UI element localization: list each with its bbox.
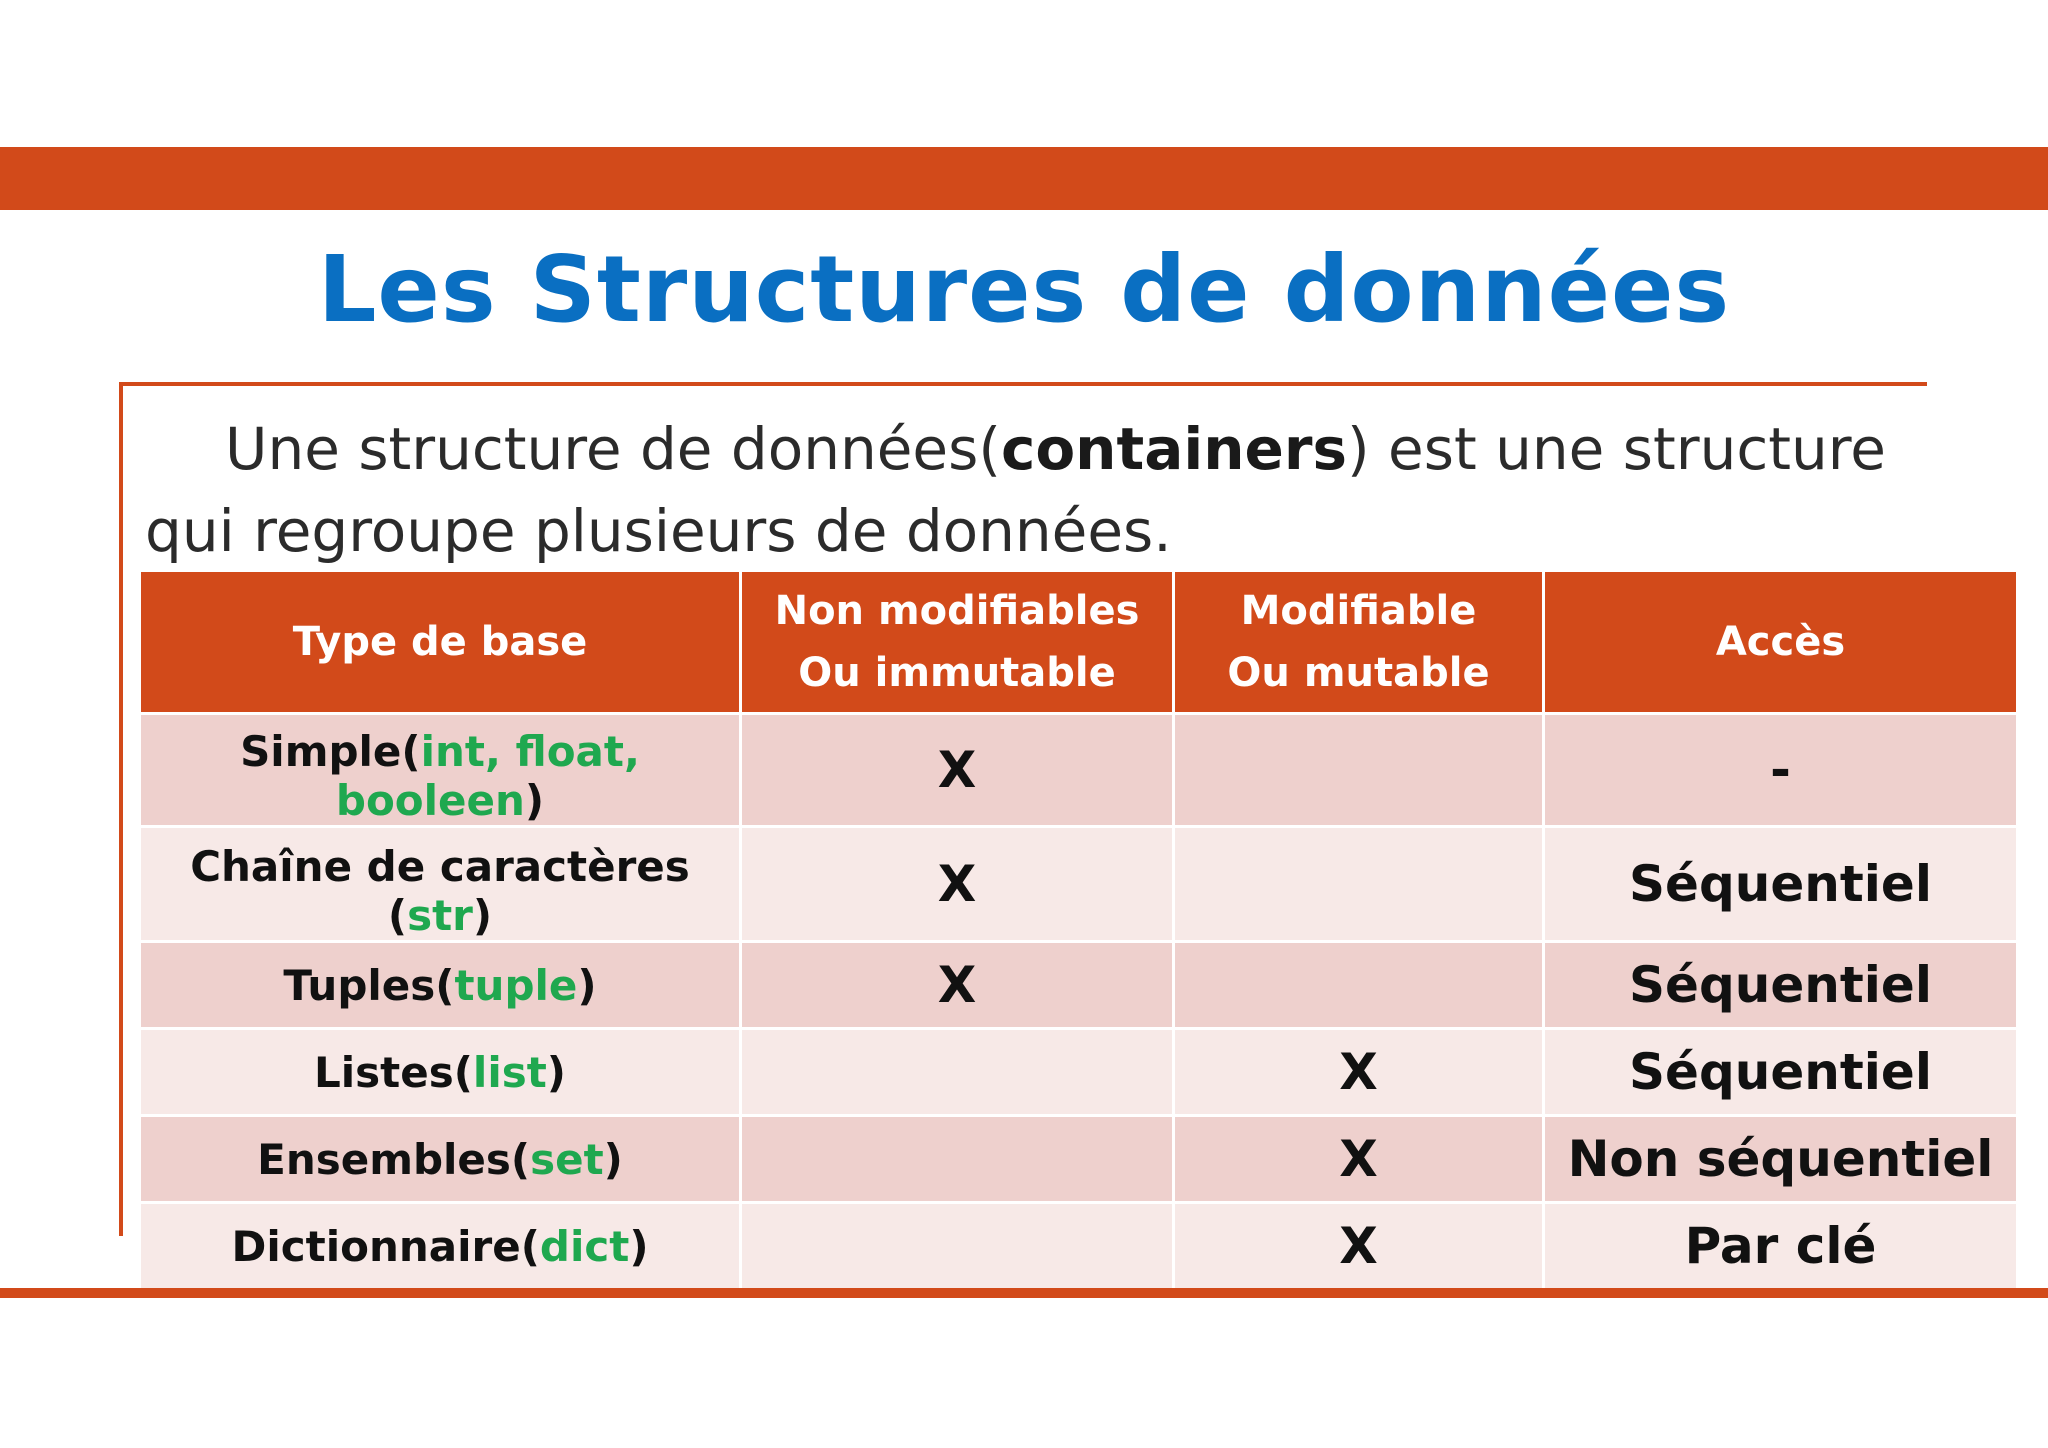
cell-access: Séquentiel	[1544, 1029, 2018, 1116]
type-name-text: Chaîne de caractères (	[190, 842, 690, 940]
type-name-text: Ensembles(	[257, 1134, 531, 1184]
type-name-text: Tuples(	[283, 960, 455, 1010]
bottom-accent-line	[0, 1288, 2048, 1298]
type-name-text: Simple(	[240, 727, 421, 776]
header-access-label: Accès	[1715, 619, 1846, 665]
header-mutable	[1174, 571, 1544, 714]
cell-type-name	[140, 1203, 741, 1290]
header-access	[1544, 571, 2018, 714]
type-keyword: list	[472, 1047, 547, 1097]
table-row-string	[140, 827, 2018, 942]
cell-mutable	[1174, 942, 1544, 1029]
cell-immutable: X	[741, 714, 1174, 827]
table-row-set	[140, 1116, 2018, 1203]
cell-mutable: X	[1174, 1203, 1544, 1290]
cell-mutable: X	[1174, 1029, 1544, 1116]
cell-immutable: X	[741, 827, 1174, 942]
type-close-paren: )	[524, 776, 545, 825]
intro-paragraph	[145, 408, 1905, 572]
cell-type-name	[140, 1029, 741, 1116]
type-close-paren: )	[577, 960, 597, 1010]
cell-immutable	[741, 1116, 1174, 1203]
header-immutable	[741, 571, 1174, 714]
table-header-row	[140, 571, 2018, 714]
cell-type-name	[140, 1116, 741, 1203]
slide-title: Les Structures de données	[317, 236, 1731, 343]
intro-text-start: Une structure de données(	[225, 415, 1001, 483]
header-base-type	[140, 571, 741, 714]
type-keyword: tuple	[454, 960, 578, 1010]
top-accent-band	[0, 147, 2048, 210]
cell-access: Par clé	[1544, 1203, 2018, 1290]
cell-type-name	[140, 942, 741, 1029]
content-frame-left-line	[119, 382, 123, 1236]
type-close-paren: )	[546, 1047, 566, 1097]
header-immutable-line1: Non modifiables	[774, 588, 1140, 634]
header-immutable-line2: Ou immutable	[798, 650, 1116, 696]
table-row-list	[140, 1029, 2018, 1116]
header-base-type-label: Type de base	[292, 619, 588, 665]
type-keyword: str	[407, 891, 473, 940]
table-row-tuple	[140, 942, 2018, 1029]
cell-type-name	[140, 714, 741, 827]
table-row-simple	[140, 714, 2018, 827]
type-keyword: dict	[539, 1221, 630, 1271]
type-close-paren: )	[629, 1221, 649, 1271]
cell-mutable: X	[1174, 1116, 1544, 1203]
intro-text-end: ) est une structure qui regroupe plusieurs de données.	[145, 415, 1886, 565]
type-name-text: Dictionnaire(	[231, 1221, 540, 1271]
cell-access: Séquentiel	[1544, 827, 2018, 942]
type-close-paren: )	[472, 891, 493, 940]
type-keyword: int, float, booleen	[335, 727, 640, 825]
cell-access: -	[1544, 714, 2018, 827]
cell-type-name	[140, 827, 741, 942]
intro-bold-term: containers	[1000, 415, 1347, 483]
data-structures-table	[138, 569, 2019, 1291]
type-keyword: set	[530, 1134, 604, 1184]
type-close-paren: )	[603, 1134, 623, 1184]
cell-mutable	[1174, 827, 1544, 942]
cell-access: Séquentiel	[1544, 942, 2018, 1029]
header-mutable-line2: Ou mutable	[1227, 650, 1490, 696]
cell-immutable	[741, 1029, 1174, 1116]
cell-access: Non séquentiel	[1544, 1116, 2018, 1203]
type-name-text: Listes(	[314, 1047, 473, 1097]
header-mutable-line1: Modifiable	[1240, 588, 1477, 634]
content-frame-top-line	[119, 382, 1927, 386]
cell-immutable: X	[741, 942, 1174, 1029]
cell-mutable	[1174, 714, 1544, 827]
table-row-dict	[140, 1203, 2018, 1290]
cell-immutable	[741, 1203, 1174, 1290]
